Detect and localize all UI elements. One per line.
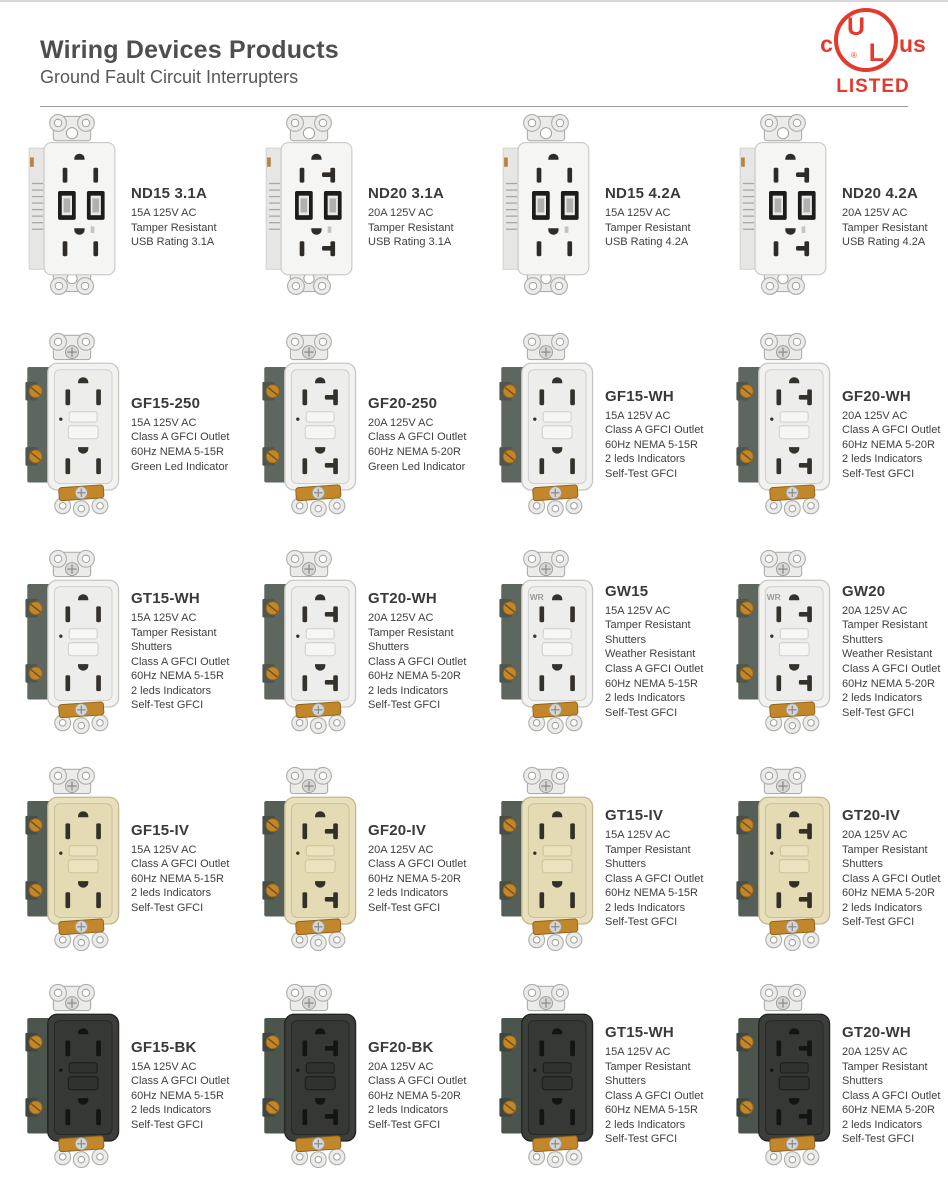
spec-line: USB Rating 4.2A: [842, 236, 926, 249]
indicator-led: [296, 634, 299, 637]
product-specs: [131, 416, 233, 474]
ul-letter-u: U: [846, 13, 866, 41]
page-header: [0, 2, 948, 97]
product-specs: [368, 843, 470, 916]
product-model: GT15-WH: [131, 590, 200, 608]
spec-line: Self-Test GFCI: [842, 706, 915, 719]
spec-line: Self-Test GFCI: [368, 699, 441, 712]
mounting-strap-top-icon: [287, 115, 332, 141]
product-text: [131, 395, 233, 474]
product-text: [842, 1024, 944, 1147]
usb-outlet-illustration: [253, 109, 365, 300]
spec-line: 60Hz NEMA 5-20R: [842, 438, 935, 451]
mounting-strap-top-icon: [287, 984, 332, 1010]
mounting-strap-top-icon: [761, 333, 806, 359]
gfci-outlet-illustration: [16, 760, 128, 951]
device-side-panel: [740, 148, 757, 269]
product-text: [605, 185, 707, 250]
product-text: [605, 1024, 707, 1147]
spec-line: Class A GFCI Outlet: [131, 655, 230, 668]
product-specs: [131, 611, 233, 713]
ul-listed-logo: [810, 8, 936, 98]
spec-line: 15A 125V AC: [131, 416, 197, 429]
gfci-outlet-illustration: [490, 326, 602, 517]
spec-line: 60Hz NEMA 5-20R: [842, 887, 935, 900]
gfci-outlet-illustration: [490, 543, 602, 734]
ul-listed-label: LISTED: [836, 76, 910, 97]
product-specs: [842, 604, 944, 720]
spec-line: 60Hz NEMA 5-15R: [131, 446, 224, 458]
device-side-panel: [266, 148, 283, 269]
spec-line: 2 leds Indicators: [842, 1118, 923, 1131]
indicator-led: [770, 851, 773, 854]
spec-line: 15A 125V AC: [605, 829, 671, 842]
product-specs: [842, 1045, 944, 1147]
product-card: [711, 530, 948, 747]
product-model: ND15 3.1A: [131, 185, 208, 203]
wr-marking: WR: [529, 591, 544, 602]
spec-line: Tamper Resistant Shutters: [368, 626, 454, 654]
spec-line: USB Rating 4.2A: [605, 236, 689, 249]
spec-line: Self-Test GFCI: [605, 467, 678, 480]
spec-line: Class A GFCI Outlet: [605, 663, 704, 675]
mounting-strap-top-icon: [50, 984, 95, 1010]
ul-letter-l: L: [868, 39, 884, 67]
product-model: GT20-WH: [368, 590, 437, 608]
spec-line: Green Led Indicator: [368, 460, 466, 473]
spec-line: 20A 125V AC: [842, 829, 908, 842]
product-text: [605, 583, 707, 720]
product-card: [237, 747, 474, 964]
indicator-led: [59, 1068, 62, 1071]
product-model: ND15 4.2A: [605, 185, 682, 203]
product-specs: [368, 416, 470, 474]
mounting-strap-top-icon: [50, 333, 95, 359]
spec-line: 60Hz NEMA 5-15R: [131, 1089, 224, 1102]
ground-terminal-icon: [770, 1136, 816, 1152]
product-grid: [0, 96, 948, 1181]
ground-terminal-icon: [770, 485, 816, 501]
product-specs: [131, 843, 233, 916]
spec-line: Tamper Resistant Shutters: [605, 1060, 691, 1088]
ground-terminal-icon: [533, 919, 579, 935]
mounting-strap-top-icon: [524, 333, 569, 359]
product-model: GF15-BK: [131, 1038, 197, 1056]
spec-line: Tamper Resistant Shutters: [842, 843, 928, 871]
spec-line: Class A GFCI Outlet: [368, 655, 467, 668]
product-card: [711, 96, 948, 313]
product-specs: [368, 206, 470, 250]
product-specs: [605, 828, 707, 930]
spec-line: Self-Test GFCI: [368, 1118, 441, 1131]
indicator-led: [770, 634, 773, 637]
spec-line: 20A 125V AC: [368, 1060, 434, 1073]
spec-line: 2 leds Indicators: [368, 1104, 449, 1117]
spec-line: Tamper Resistant: [842, 221, 928, 234]
spec-line: 60Hz NEMA 5-20R: [842, 1104, 935, 1117]
spec-line: 15A 125V AC: [605, 604, 671, 617]
gfci-outlet-illustration: [727, 760, 839, 951]
spec-line: Class A GFCI Outlet: [605, 424, 704, 437]
mounting-strap-top-icon: [524, 984, 569, 1010]
spec-line: Class A GFCI Outlet: [842, 872, 941, 885]
spec-line: 20A 125V AC: [368, 416, 434, 429]
ground-terminal-icon: [59, 485, 105, 501]
spec-line: Self-Test GFCI: [131, 901, 204, 914]
spec-line: 15A 125V AC: [131, 612, 197, 625]
spec-line: Self-Test GFCI: [131, 699, 204, 712]
product-model: GF20-IV: [368, 821, 427, 839]
spec-line: 60Hz NEMA 5-20R: [368, 1089, 461, 1102]
product-model: GF15-250: [131, 394, 201, 412]
product-card: [711, 964, 948, 1181]
product-specs: [605, 409, 707, 482]
spec-line: 2 leds Indicators: [605, 453, 686, 466]
page-subtitle: Ground Fault Circuit Interrupters: [40, 67, 299, 87]
gfci-outlet-illustration: [490, 760, 602, 951]
ground-terminal-icon: [296, 919, 342, 935]
product-model: GF15-WH: [605, 387, 674, 405]
mounting-strap-top-icon: [287, 550, 332, 576]
product-card: [474, 747, 711, 964]
header-divider: [40, 106, 908, 107]
gfci-outlet-illustration: [253, 977, 365, 1168]
indicator-led: [533, 634, 536, 637]
spec-line: Class A GFCI Outlet: [368, 1075, 467, 1088]
product-specs: [368, 611, 470, 713]
spec-line: 20A 125V AC: [842, 409, 908, 422]
product-specs: [131, 206, 233, 250]
product-model: ND20 3.1A: [368, 185, 445, 203]
indicator-led: [770, 1068, 773, 1071]
ul-c-label: c: [820, 31, 833, 57]
spec-line: Tamper Resistant Shutters: [131, 626, 217, 654]
spec-line: Class A GFCI Outlet: [842, 424, 941, 437]
indicator-led: [533, 851, 536, 854]
spec-line: 60Hz NEMA 5-20R: [368, 670, 461, 683]
product-card: [237, 964, 474, 1181]
spec-line: Class A GFCI Outlet: [605, 872, 704, 885]
spec-line: Weather Resistant: [605, 648, 696, 661]
spec-line: 60Hz NEMA 5-15R: [131, 670, 224, 683]
product-card: [474, 313, 711, 530]
spec-line: Tamper Resistant Shutters: [842, 619, 928, 646]
spec-line: Class A GFCI Outlet: [368, 858, 467, 871]
product-model: GW15: [605, 582, 649, 600]
spec-line: 2 leds Indicators: [842, 453, 923, 466]
product-text: [842, 583, 944, 720]
spec-line: 20A 125V AC: [368, 612, 434, 625]
spec-line: Class A GFCI Outlet: [131, 431, 230, 444]
mounting-strap-top-icon: [50, 115, 95, 141]
spec-line: 20A 125V AC: [842, 604, 908, 617]
product-card: [711, 313, 948, 530]
spec-line: 2 leds Indicators: [605, 901, 686, 914]
product-text: [368, 822, 470, 916]
product-model: ND20 4.2A: [842, 185, 919, 203]
product-specs: [605, 1045, 707, 1147]
spec-line: 2 leds Indicators: [368, 887, 449, 900]
spec-line: 20A 125V AC: [368, 843, 434, 856]
ground-terminal-icon: [296, 1136, 342, 1152]
spec-line: Tamper Resistant Shutters: [842, 1060, 928, 1088]
registered-mark: ®: [850, 51, 857, 60]
spec-line: Tamper Resistant Shutters: [605, 619, 691, 646]
product-model: GF15-IV: [131, 821, 190, 839]
product-specs: [605, 206, 707, 250]
spec-line: Tamper Resistant: [605, 221, 691, 234]
spec-line: 60Hz NEMA 5-15R: [605, 887, 698, 900]
device-side-panel: [503, 148, 520, 269]
mounting-strap-top-icon: [287, 767, 332, 793]
spec-line: 2 leds Indicators: [842, 901, 923, 914]
spec-line: Weather Resistant: [842, 648, 933, 661]
spec-line: 20A 125V AC: [842, 1046, 908, 1059]
spec-line: 2 leds Indicators: [131, 887, 212, 900]
ground-terminal-icon: [59, 919, 105, 935]
usb-outlet-illustration: [490, 109, 602, 300]
indicator-led: [59, 851, 62, 854]
indicator-led: [770, 417, 773, 420]
spec-line: 60Hz NEMA 5-15R: [605, 1104, 698, 1117]
product-card: [0, 964, 237, 1181]
product-card: [0, 747, 237, 964]
spec-line: Self-Test GFCI: [605, 706, 678, 719]
product-model: GF20-WH: [842, 387, 911, 405]
product-model: GT20-IV: [842, 807, 901, 825]
ul-circle-icon: [834, 8, 898, 72]
indicator-led: [296, 417, 299, 420]
spec-line: 60Hz NEMA 5-20R: [368, 872, 461, 885]
product-model: GW20: [842, 582, 886, 600]
product-specs: [842, 409, 944, 482]
product-model: GF20-250: [368, 394, 438, 412]
spec-line: 15A 125V AC: [605, 207, 671, 220]
product-text: [131, 590, 233, 713]
product-card: [0, 313, 237, 530]
product-model: GT15-IV: [605, 807, 664, 825]
spec-line: 15A 125V AC: [131, 843, 197, 856]
mounting-strap-top-icon: [761, 984, 806, 1010]
spec-line: 60Hz NEMA 5-15R: [605, 438, 698, 451]
spec-line: 60Hz NEMA 5-20R: [368, 446, 461, 458]
mounting-strap-top-icon: [761, 550, 806, 576]
spec-line: 15A 125V AC: [131, 207, 197, 220]
spec-line: Self-Test GFCI: [368, 901, 441, 914]
spec-line: Tamper Resistant Shutters: [605, 843, 691, 871]
product-text: [131, 822, 233, 916]
spec-line: Self-Test GFCI: [131, 1118, 204, 1131]
spec-line: Self-Test GFCI: [842, 916, 915, 929]
mounting-strap-top-icon: [50, 550, 95, 576]
mounting-strap-top-icon: [50, 767, 95, 793]
gfci-outlet-illustration: [16, 977, 128, 1168]
spec-line: 60Hz NEMA 5-15R: [605, 677, 698, 690]
product-text: [368, 1039, 470, 1133]
product-text: [842, 807, 944, 930]
spec-line: Class A GFCI Outlet: [368, 431, 467, 444]
ground-terminal-icon: [533, 485, 579, 501]
indicator-led: [59, 634, 62, 637]
product-model: GT20-WH: [842, 1024, 911, 1042]
spec-line: 2 leds Indicators: [605, 1118, 686, 1131]
product-model: GF20-BK: [368, 1038, 434, 1056]
indicator-led: [533, 417, 536, 420]
product-card: [474, 964, 711, 1181]
gfci-outlet-illustration: [727, 326, 839, 517]
gfci-outlet-illustration: [16, 326, 128, 517]
wr-marking: WR: [766, 591, 781, 602]
gfci-outlet-illustration: [16, 543, 128, 734]
product-text: [842, 388, 944, 482]
spec-line: USB Rating 3.1A: [368, 236, 452, 249]
product-specs: [131, 1060, 233, 1133]
product-card: [0, 96, 237, 313]
spec-line: 2 leds Indicators: [842, 692, 923, 705]
product-text: [368, 395, 470, 474]
mounting-strap-top-icon: [524, 550, 569, 576]
spec-line: 2 leds Indicators: [131, 1104, 212, 1117]
spec-line: 2 leds Indicators: [131, 684, 212, 697]
product-text: [842, 185, 944, 250]
spec-line: 20A 125V AC: [368, 207, 434, 220]
page-title: Wiring Devices Products: [40, 36, 339, 64]
gfci-outlet-illustration: [490, 977, 602, 1168]
mounting-strap-top-icon: [524, 115, 569, 141]
gfci-outlet-illustration: [253, 760, 365, 951]
product-card: [0, 530, 237, 747]
indicator-led: [533, 1068, 536, 1071]
ground-terminal-icon: [770, 919, 816, 935]
spec-line: 2 leds Indicators: [605, 692, 686, 705]
mounting-strap-top-icon: [761, 115, 806, 141]
product-specs: [368, 1060, 470, 1133]
product-card: [474, 530, 711, 747]
spec-line: Tamper Resistant: [368, 221, 454, 234]
product-card: [237, 313, 474, 530]
gfci-outlet-illustration: [727, 543, 839, 734]
spec-line: Class A GFCI Outlet: [131, 1075, 230, 1088]
spec-line: Class A GFCI Outlet: [605, 1089, 704, 1102]
product-specs: [605, 604, 707, 720]
spec-line: Green Led Indicator: [131, 460, 229, 473]
ground-terminal-icon: [770, 702, 816, 718]
gfci-outlet-illustration: [253, 326, 365, 517]
spec-line: Class A GFCI Outlet: [842, 1089, 941, 1102]
usb-outlet-illustration: [16, 109, 128, 300]
spec-line: 60Hz NEMA 5-15R: [131, 872, 224, 885]
spec-line: Class A GFCI Outlet: [842, 663, 941, 675]
product-model: GT15-WH: [605, 1024, 674, 1042]
mounting-strap-top-icon: [524, 767, 569, 793]
spec-line: Self-Test GFCI: [605, 1133, 678, 1146]
device-side-panel: [29, 148, 46, 269]
product-text: [131, 1039, 233, 1133]
ground-terminal-icon: [533, 1136, 579, 1152]
spec-line: 60Hz NEMA 5-20R: [842, 677, 935, 690]
indicator-led: [296, 1068, 299, 1071]
spec-line: Self-Test GFCI: [605, 916, 678, 929]
ground-terminal-icon: [296, 702, 342, 718]
product-card: [711, 747, 948, 964]
product-specs: [842, 828, 944, 930]
spec-line: Self-Test GFCI: [842, 1133, 915, 1146]
mounting-strap-top-icon: [287, 333, 332, 359]
product-card: [237, 530, 474, 747]
product-card: [237, 96, 474, 313]
product-text: [131, 185, 233, 250]
product-text: [605, 807, 707, 930]
ground-terminal-icon: [59, 1136, 105, 1152]
ground-terminal-icon: [296, 485, 342, 501]
spec-line: Self-Test GFCI: [842, 467, 915, 480]
gfci-outlet-illustration: [253, 543, 365, 734]
ul-us-label: us: [898, 31, 926, 57]
spec-line: 15A 125V AC: [605, 409, 671, 422]
spec-line: 15A 125V AC: [605, 1046, 671, 1059]
indicator-led: [59, 417, 62, 420]
ground-terminal-icon: [59, 702, 105, 718]
ul-logo-row: [810, 8, 936, 72]
gfci-outlet-illustration: [727, 977, 839, 1168]
spec-line: USB Rating 3.1A: [131, 236, 215, 249]
product-specs: [842, 206, 944, 250]
product-text: [368, 185, 470, 250]
product-card: [474, 96, 711, 313]
mounting-strap-top-icon: [761, 767, 806, 793]
product-text: [368, 590, 470, 713]
usb-outlet-illustration: [727, 109, 839, 300]
indicator-led: [296, 851, 299, 854]
spec-line: 2 leds Indicators: [368, 684, 449, 697]
spec-line: Class A GFCI Outlet: [131, 858, 230, 871]
ground-terminal-icon: [533, 702, 579, 718]
spec-line: 20A 125V AC: [842, 207, 908, 220]
spec-line: Tamper Resistant: [131, 221, 217, 234]
spec-line: 15A 125V AC: [131, 1060, 197, 1073]
product-text: [605, 388, 707, 482]
